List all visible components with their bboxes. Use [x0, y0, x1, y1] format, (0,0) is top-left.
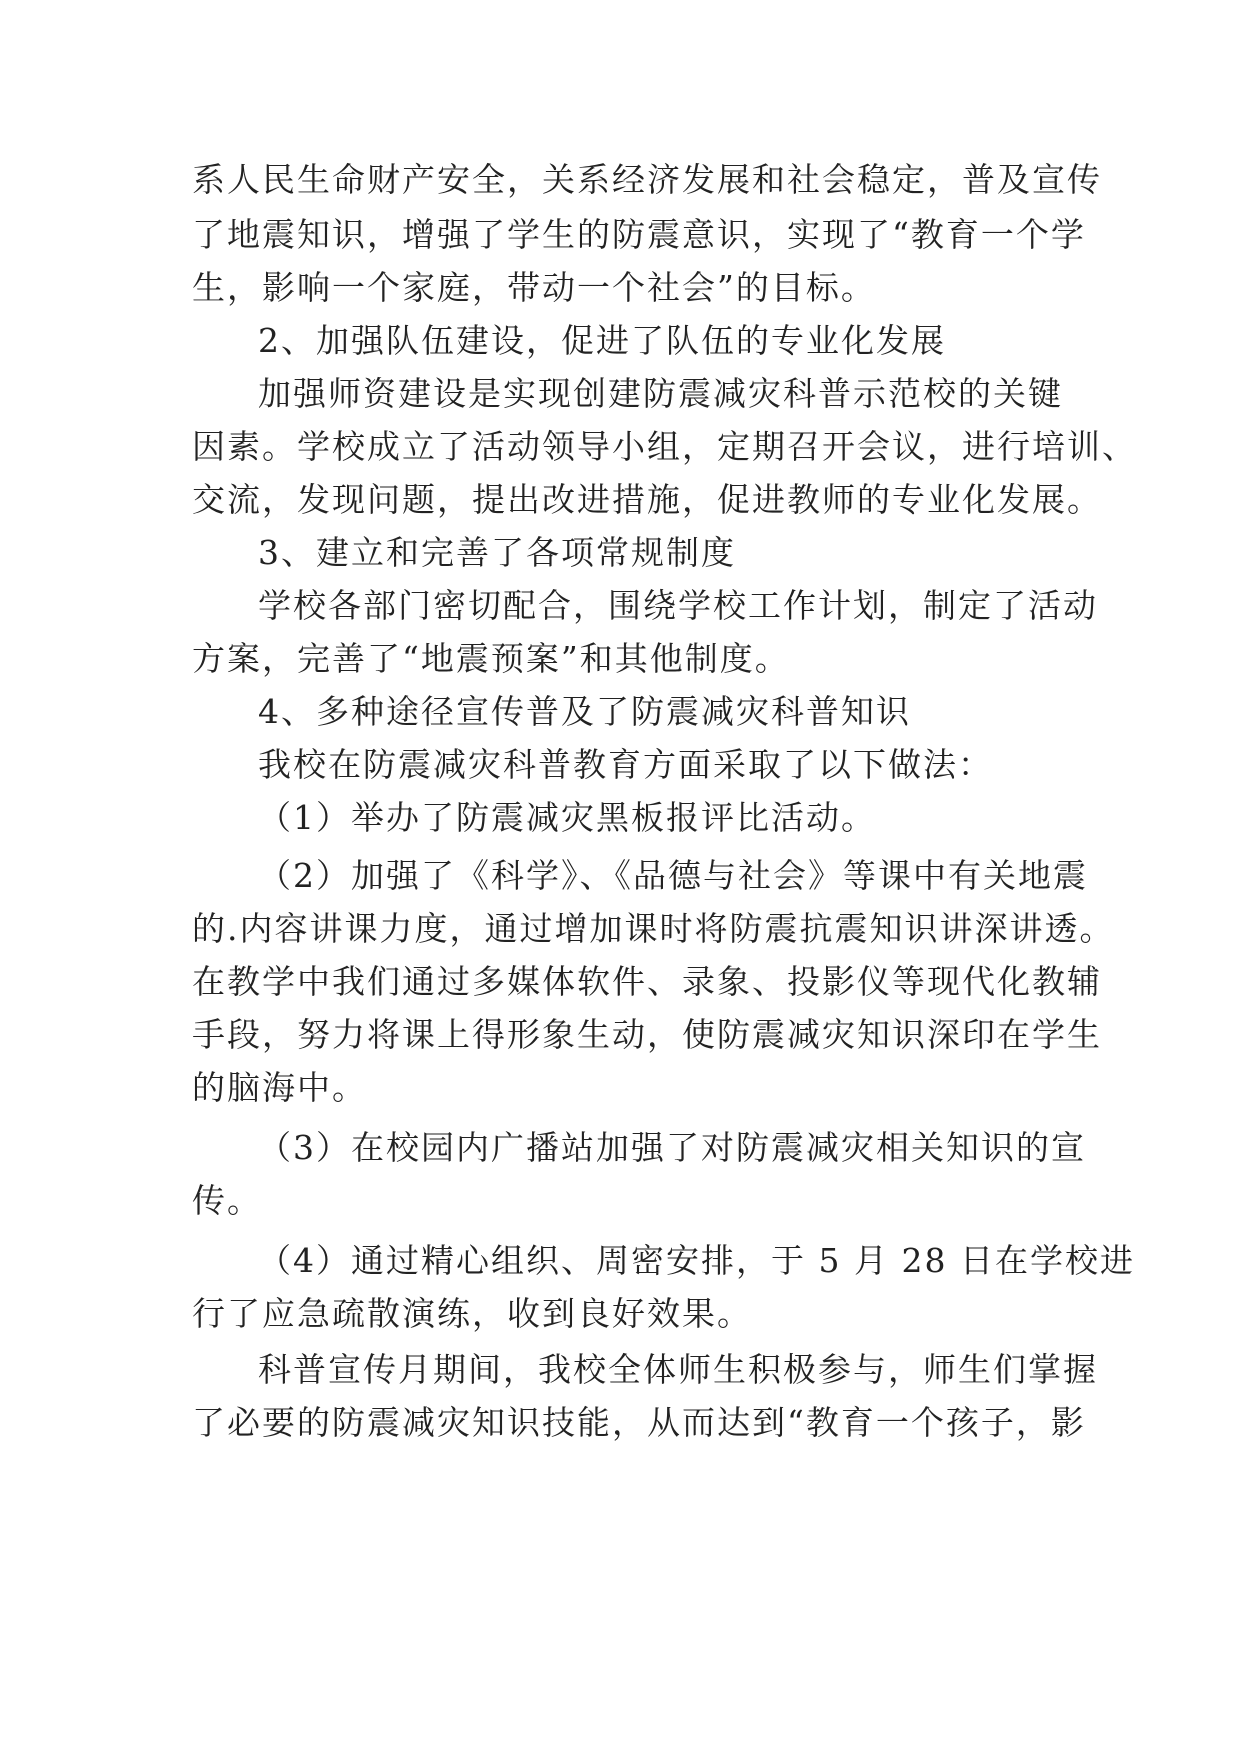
text-line: 的脑海中。 — [192, 1068, 367, 1107]
text-line: 交流，发现问题，提出改进措施，促进教师的专业化发展。 — [192, 480, 1102, 519]
text-line: 学校各部门密切配合，围绕学校工作计划，制定了活动 — [258, 586, 1098, 625]
text-line: 行了应急疏散演练，收到良好效果。 — [192, 1294, 752, 1333]
section-heading: 3、建立和完善了各项常规制度 — [258, 533, 736, 572]
list-item: （4）通过精心组织、周密安排，于 5 月 28 日在学校进 — [258, 1241, 1135, 1280]
text-line: 手段，努力将课上得形象生动，使防震减灾知识深印在学生 — [192, 1015, 1102, 1054]
text-line: 系人民生命财产安全，关系经济发展和社会稳定，普及宣传 — [192, 160, 1102, 199]
section-heading: 4、多种途径宣传普及了防震减灾科普知识 — [258, 692, 911, 731]
text-line: 生，影响一个家庭，带动一个社会”的目标。 — [192, 268, 876, 307]
list-item: （2）加强了《科学》、《品德与社会》等课中有关地震 — [258, 856, 1088, 895]
text-line: 了必要的防震减灾知识技能，从而达到“教育一个孩子，影 — [192, 1403, 1086, 1442]
text-line: 因素。学校成立了活动领导小组，定期召开会议，进行培训、 — [192, 427, 1137, 466]
text-line: 科普宣传月期间，我校全体师生积极参与，师生们掌握 — [258, 1350, 1098, 1389]
text-line: 了地震知识，增强了学生的防震意识，实现了“教育一个学 — [192, 215, 1086, 254]
text-line: 方案，完善了“地震预案”和其他制度。 — [192, 639, 790, 678]
list-item: （3）在校园内广播站加强了对防震减灾相关知识的宣 — [258, 1128, 1086, 1167]
section-heading: 2、加强队伍建设，促进了队伍的专业化发展 — [258, 321, 946, 360]
text-line: 在教学中我们通过多媒体软件、录象、投影仪等现代化教辅 — [192, 962, 1102, 1001]
text-line: 传。 — [192, 1181, 262, 1220]
list-item: （1）举办了防震减灾黑板报评比活动。 — [258, 798, 876, 837]
text-line: 的.内容讲课力度，通过增加课时将防震抗震知识讲深讲透。 — [192, 909, 1115, 948]
text-line: 我校在防震减灾科普教育方面采取了以下做法： — [258, 745, 993, 784]
text-line: 加强师资建设是实现创建防震减灾科普示范校的关键 — [258, 374, 1063, 413]
